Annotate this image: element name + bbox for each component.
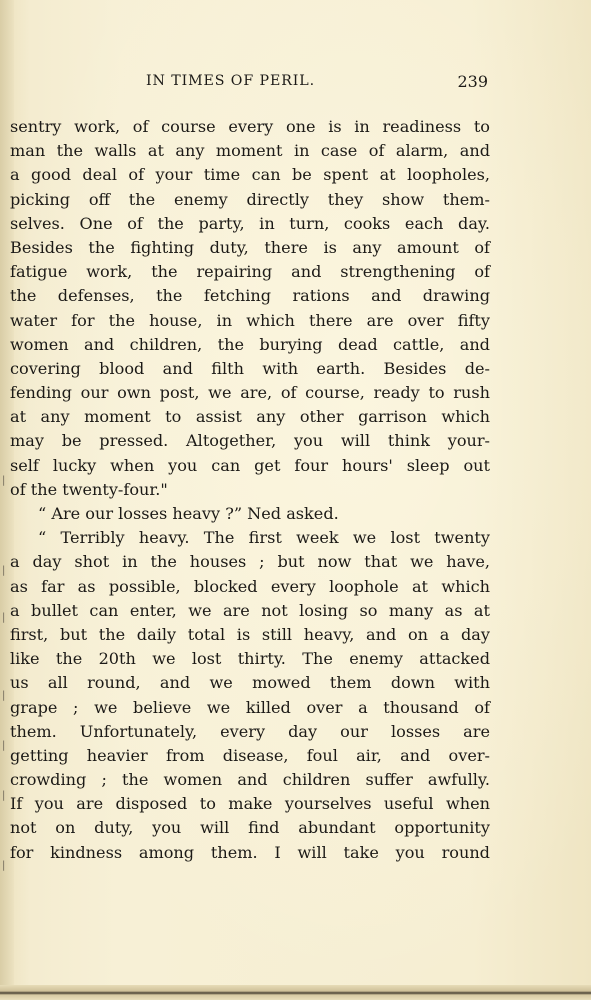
text-line: getting heavier from disease, foul air, and over-	[10, 745, 490, 765]
text-line: crowding ; the women and children suffer awfully.	[10, 770, 490, 790]
text-line: women and children, the burying dead cattle, and	[10, 334, 490, 354]
text-line: a good deal of your time can be spent at loopholes,	[10, 165, 490, 185]
text-line: covering blood and filth with earth. Besides de-	[10, 358, 490, 378]
text-line: for kindness among them. I will take you round	[10, 842, 490, 862]
text-line: of the twenty-four."	[10, 479, 168, 499]
text-line: grape ; we believe we killed over a thousand of	[10, 697, 490, 717]
bleed-through-mark: |	[2, 860, 6, 871]
text-line: fatigue work, the repairing and strengthening of	[10, 262, 490, 282]
text-line: not on duty, you will find abundant opportunity	[10, 818, 490, 838]
bleed-through-mark: |	[2, 690, 6, 701]
page-number: 239	[457, 72, 488, 91]
text-line: first, but the daily total is still heavy, and on a day	[10, 624, 490, 644]
text-line: us all round, and we mowed them down with	[10, 673, 490, 693]
text-line: picking off the enemy directly they show them-	[10, 189, 490, 209]
text-line: may be pressed. Altogether, you will think your-	[10, 431, 490, 451]
text-line: selves. One of the party, in turn, cooks each day.	[10, 213, 490, 233]
text-line: Besides the fighting duty, there is any amount of	[10, 237, 490, 257]
bleed-through-mark: |	[2, 565, 6, 576]
text-line: like the 20th we lost thirty. The enemy attacked	[10, 649, 490, 669]
page-bottom-edge	[0, 985, 591, 1000]
bleed-through-mark: |	[2, 740, 6, 751]
text-line: If you are disposed to make yourselves useful when	[10, 794, 490, 814]
text-line: a bullet can enter, we are not losing so many as at	[10, 600, 490, 620]
body-text	[10, 115, 490, 865]
text-line: man the walls at any moment in case of alarm, and	[10, 141, 490, 161]
text-line: a day shot in the houses ; but now that we have,	[10, 552, 490, 572]
bleed-through-mark: |	[2, 475, 6, 486]
running-head: IN TIMES OF PERIL.	[146, 73, 316, 89]
text-line: at any moment to assist any other garrison which	[10, 407, 490, 427]
text-line: as far as possible, blocked every loophole at which	[10, 576, 490, 596]
text-line: “ Terribly heavy. The first week we lost twenty	[38, 528, 490, 548]
text-line: water for the house, in which there are over fifty	[10, 310, 490, 330]
bleed-through-mark: |	[2, 790, 6, 801]
text-line: “ Are our losses heavy ?” Ned asked.	[38, 504, 339, 523]
text-line: self lucky when you can get four hours' sleep out	[10, 455, 490, 475]
text-line: sentry work, of course every one is in readiness to	[10, 117, 490, 136]
text-line: them. Unfortunately, every day our losses are	[10, 721, 490, 741]
text-line: the defenses, the fetching rations and drawing	[10, 286, 490, 306]
page-header	[146, 73, 488, 95]
bleed-through-mark: |	[2, 612, 6, 623]
text-line: fending our own post, we are, of course, ready to rush	[10, 383, 490, 403]
